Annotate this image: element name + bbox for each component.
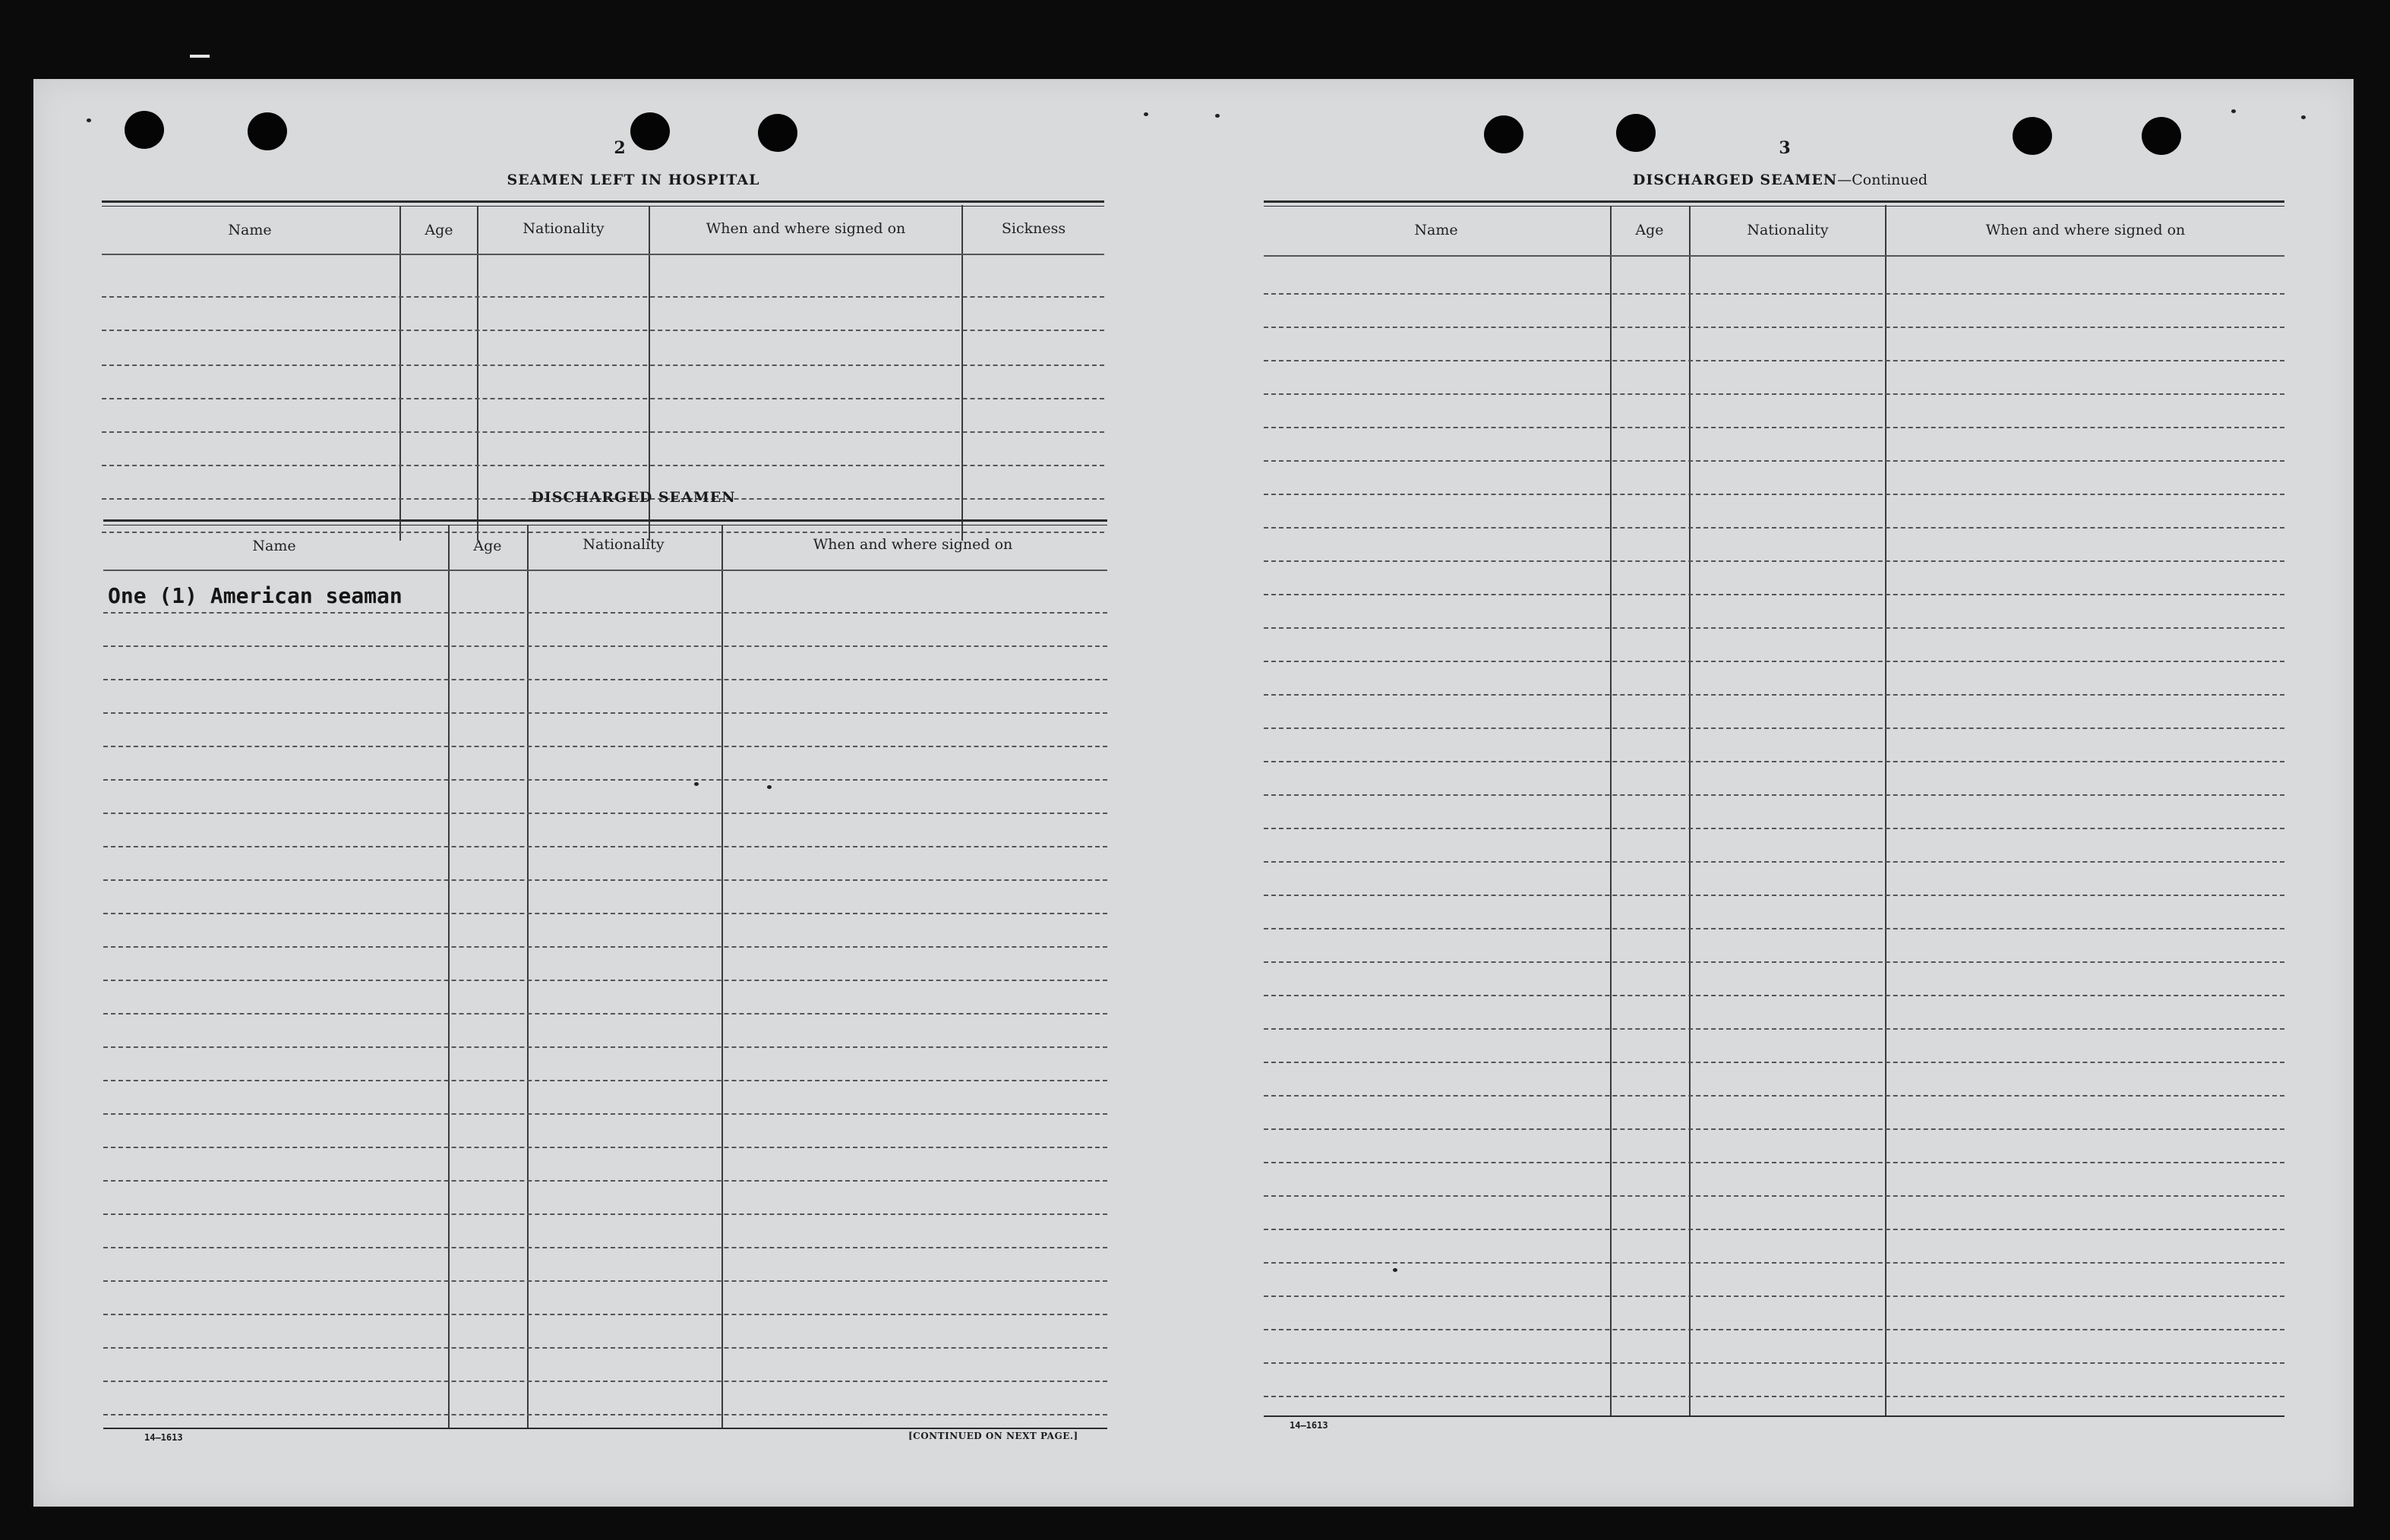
discharged-col-age: Age xyxy=(473,538,502,554)
discharged-row-line xyxy=(103,1314,1107,1315)
hospital-col-sickness: Sickness xyxy=(1001,220,1066,237)
document-sheet xyxy=(33,79,2354,1507)
discharged-row-line xyxy=(103,980,1107,981)
discharged-row-line xyxy=(103,779,1107,781)
discharged-header-line xyxy=(103,570,1107,571)
discharged-row-line xyxy=(103,1414,1107,1415)
discharged-col-divider xyxy=(721,525,723,1429)
hospital-header-line xyxy=(102,254,1104,255)
right-row-line xyxy=(1264,1162,2284,1163)
punch-hole xyxy=(1484,115,1523,153)
discharged-col-signed-on: When and where signed on xyxy=(813,536,1013,553)
right-row-line xyxy=(1264,1028,2284,1030)
discharged-col-nationality: Nationality xyxy=(583,536,665,553)
typed-entry: One (1) American seaman xyxy=(108,583,403,608)
left-page-bottom-rule xyxy=(103,1428,1107,1429)
right-col-signed-on: When and where signed on xyxy=(1985,222,2186,238)
right-row-line xyxy=(1264,1095,2284,1097)
speck xyxy=(767,785,772,789)
right-col-divider xyxy=(1885,205,1886,1417)
discharged-section-title: DISCHARGED SEAMEN xyxy=(531,489,736,506)
speck xyxy=(2301,115,2306,119)
discharged-row-line xyxy=(103,612,1107,614)
right-row-line xyxy=(1264,627,2284,629)
right-row-line xyxy=(1264,1362,2284,1364)
discharged-col-divider xyxy=(448,525,450,1429)
discharged-row-line xyxy=(103,813,1107,814)
discharged-row-line xyxy=(103,645,1107,647)
discharged-row-line xyxy=(103,679,1107,680)
right-row-line xyxy=(1264,1128,2284,1130)
hospital-row-line xyxy=(102,296,1104,298)
right-row-line xyxy=(1264,494,2284,495)
form-code-left: 14—1613 xyxy=(144,1432,183,1443)
right-row-line xyxy=(1264,661,2284,662)
right-row-line xyxy=(1264,794,2284,796)
right-row-line xyxy=(1264,360,2284,361)
speck xyxy=(1144,112,1148,116)
right-col-age: Age xyxy=(1635,222,1664,238)
speck xyxy=(2231,109,2236,113)
discharged-row-line xyxy=(103,746,1107,747)
right-row-line xyxy=(1264,393,2284,395)
hospital-row-line xyxy=(102,398,1104,399)
speck xyxy=(87,118,91,122)
right-row-line xyxy=(1264,1295,2284,1297)
discharged-row-line xyxy=(103,1247,1107,1248)
hospital-row-line xyxy=(102,465,1104,466)
right-row-line xyxy=(1264,1062,2284,1063)
discharged-row-line xyxy=(103,1280,1107,1282)
speck xyxy=(1393,1268,1397,1272)
hospital-col-signed-on: When and where signed on xyxy=(706,220,906,237)
hospital-col-divider xyxy=(399,207,401,541)
right-row-line xyxy=(1264,694,2284,696)
right-page-bottom-rule xyxy=(1264,1415,2284,1417)
right-row-line xyxy=(1264,427,2284,428)
punch-hole xyxy=(125,111,164,149)
hospital-table-top-rule xyxy=(102,200,1104,207)
right-row-line xyxy=(1264,1396,2284,1397)
hospital-row-line xyxy=(102,532,1104,533)
hospital-row-line xyxy=(102,364,1104,366)
speck xyxy=(694,782,699,786)
right-row-line xyxy=(1264,1195,2284,1197)
discharged-row-line xyxy=(103,946,1107,948)
right-col-divider xyxy=(1689,207,1691,1417)
discharged-row-line xyxy=(103,846,1107,847)
discharged-continued-title xyxy=(1522,172,2038,188)
right-row-line xyxy=(1264,828,2284,829)
right-row-line xyxy=(1264,727,2284,729)
right-row-line xyxy=(1264,527,2284,529)
right-col-nationality: Nationality xyxy=(1747,222,1829,238)
speck xyxy=(1215,114,1220,118)
right-header-line xyxy=(1264,255,2284,257)
bleed-through-text xyxy=(2023,266,2273,311)
right-table-top-rule xyxy=(1264,200,2284,207)
discharged-row-line xyxy=(103,1347,1107,1349)
discharged-row-line xyxy=(103,1213,1107,1215)
discharged-row-line xyxy=(103,1013,1107,1015)
continued-note: [CONTINUED ON NEXT PAGE.] xyxy=(908,1431,1078,1441)
hospital-row-line xyxy=(102,431,1104,433)
right-row-line xyxy=(1264,928,2284,929)
right-row-line xyxy=(1264,460,2284,462)
discharged-row-line xyxy=(103,1113,1107,1115)
right-col-name: Name xyxy=(1414,222,1458,238)
discharged-row-line xyxy=(103,913,1107,914)
right-row-line xyxy=(1264,961,2284,963)
discharged-table-top-rule xyxy=(103,519,1107,525)
discharged-row-line xyxy=(103,1381,1107,1382)
right-row-line xyxy=(1264,761,2284,762)
discharged-col-name: Name xyxy=(252,538,296,554)
hospital-col-nationality: Nationality xyxy=(523,220,605,237)
hospital-row-line xyxy=(102,330,1104,331)
hospital-section-title: SEAMEN LEFT IN HOSPITAL xyxy=(507,172,760,188)
discharged-row-line xyxy=(103,1180,1107,1182)
form-code-right: 14—1613 xyxy=(1290,1420,1328,1431)
right-row-line xyxy=(1264,1229,2284,1230)
right-row-line xyxy=(1264,995,2284,996)
discharged-col-divider xyxy=(527,525,529,1429)
discharged-row-line xyxy=(103,1046,1107,1048)
right-row-line xyxy=(1264,1329,2284,1330)
punch-hole xyxy=(758,114,797,152)
right-row-line xyxy=(1264,861,2284,863)
punch-hole xyxy=(248,112,287,150)
right-row-line xyxy=(1264,560,2284,562)
discharged-row-line xyxy=(103,879,1107,881)
punch-hole xyxy=(1616,114,1656,152)
discharged-row-line xyxy=(103,1080,1107,1081)
right-row-line xyxy=(1264,1262,2284,1264)
discharged-continued-title-suffix: —Continued xyxy=(1837,172,1928,188)
page-number-left: 2 xyxy=(614,138,626,158)
page-number-right: 3 xyxy=(1779,138,1791,158)
right-row-line xyxy=(1264,895,2284,896)
hospital-col-divider xyxy=(961,205,963,541)
punch-hole xyxy=(2013,117,2052,155)
right-col-divider xyxy=(1610,207,1612,1417)
right-row-line xyxy=(1264,327,2284,328)
discharged-continued-title-main: DISCHARGED SEAMEN xyxy=(1632,172,1838,188)
right-row-line xyxy=(1264,594,2284,595)
discharged-row-line xyxy=(103,712,1107,714)
punch-hole xyxy=(2142,117,2181,155)
scan-edge-mark xyxy=(190,55,210,58)
hospital-col-age: Age xyxy=(425,222,453,238)
hospital-col-name: Name xyxy=(228,222,272,238)
right-row-line xyxy=(1264,293,2284,295)
discharged-row-line xyxy=(103,1147,1107,1148)
